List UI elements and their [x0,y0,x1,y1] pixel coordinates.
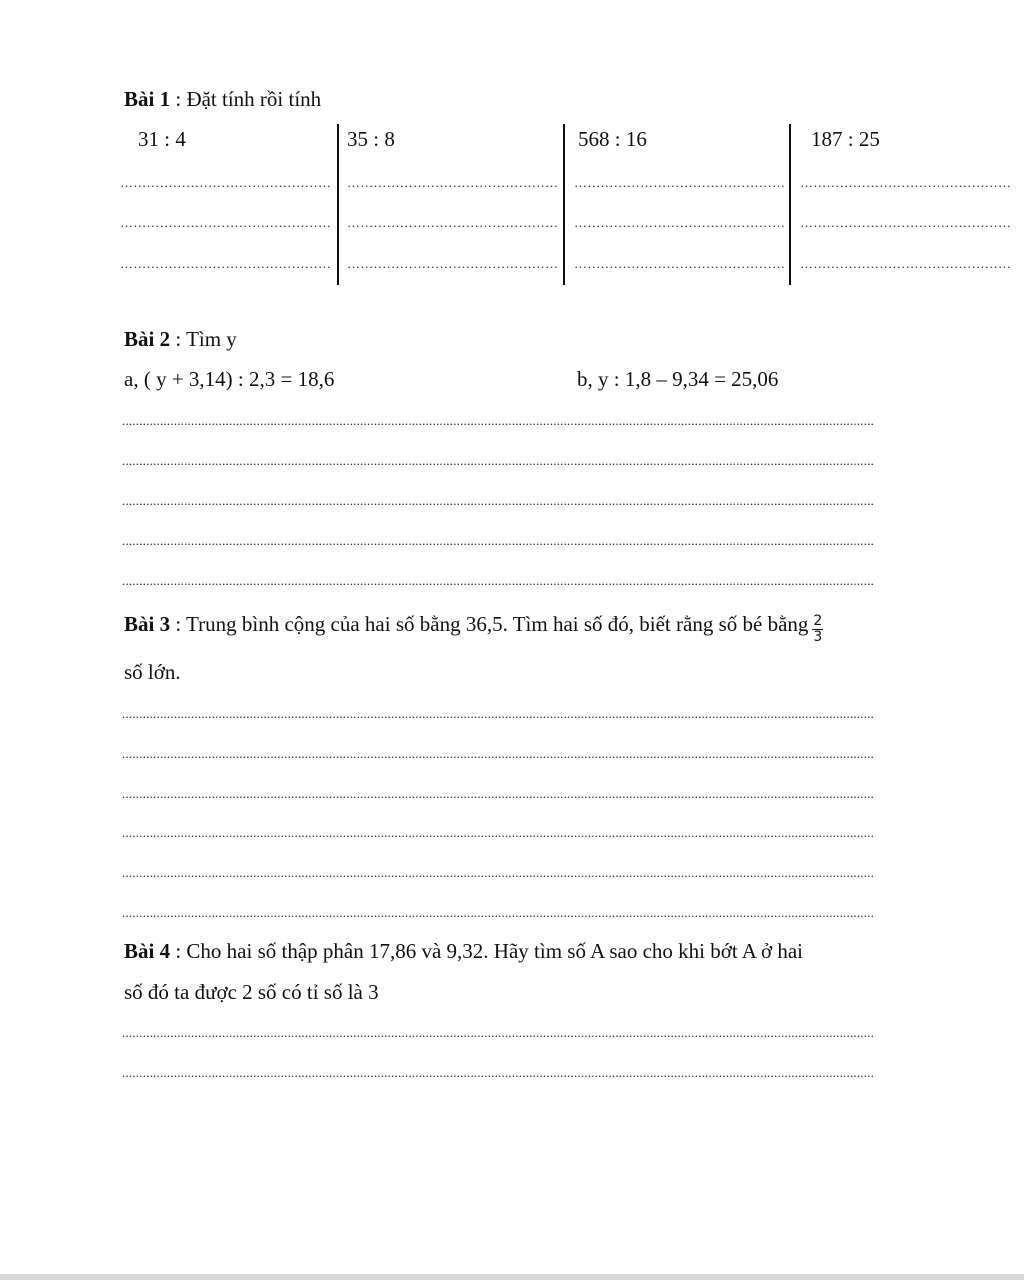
answer-dots: .......................................................................................................................................................................................................................... [122,825,875,840]
page-bottom-edge [0,1274,1024,1280]
answer-dots: .......................................................................................................................................................................................................................... [122,453,875,468]
bai1-problem-3: 568 : 16 [578,127,647,151]
column-divider [337,124,339,285]
answer-dots: .......................................................................................................................................................................................................................... [122,533,875,548]
answer-dots: .......................................................................................................................................................................................................................... [122,865,875,880]
answer-dots: ………………………………………… [347,256,559,271]
bai2-part-b: b, y : 1,8 – 9,34 = 25,06 [577,367,779,391]
answer-dots: .......................................................................................................................................................................................................................... [122,1065,875,1080]
bai4-text-line2: số đó ta được 2 số có tỉ số là 3 [124,980,379,1004]
answer-dots: .......................................................................................................................................................................................................................... [122,786,875,801]
bai1-heading: Bài 1 : Đặt tính rồi tính [124,87,322,111]
answer-dots: ………………………………………… [347,215,559,230]
answer-dots: ………………………………………… [800,215,1012,230]
answer-dots: ………………………………………… [574,215,786,230]
answer-dots: ………………………………………… [347,175,559,190]
bai2-part-a: a, ( y + 3,14) : 2,3 = 18,6 [124,367,335,391]
answer-dots: .......................................................................................................................................................................................................................... [122,573,875,588]
bai3-text-line1: Bài 3 : Trung bình cộng của hai số bằng 36,5. Tìm hai số đó, biết rằng số bé bằng $\frac{2}{3}$ [124,612,823,645]
answer-dots: ………………………………………… [800,175,1012,190]
bai3-text-line2: số lớn. [124,660,181,684]
answer-dots: .......................................................................................................................................................................................................................... [122,706,875,721]
fraction-two-thirds: $\frac{2}{3}$ [813,613,823,645]
answer-dots: ………………………………………… [574,175,786,190]
answer-dots: ………………………………………… [120,256,332,271]
answer-dots: .......................................................................................................................................................................................................................... [122,905,875,920]
answer-dots: .......................................................................................................................................................................................................................... [122,1025,875,1040]
bai1-problem-2: 35 : 8 [347,127,395,151]
bai1-problem-4: 187 : 25 [811,127,880,151]
answer-dots: .......................................................................................................................................................................................................................... [122,746,875,761]
bai1-problem-1: 31 : 4 [138,127,186,151]
answer-dots: ………………………………………… [120,175,332,190]
answer-dots: .......................................................................................................................................................................................................................... [122,413,875,428]
answer-dots: ………………………………………… [574,256,786,271]
answer-dots: ………………………………………… [120,215,332,230]
answer-dots: ………………………………………… [800,256,1012,271]
answer-dots: .......................................................................................................................................................................................................................... [122,493,875,508]
bai2-heading: Bài 2 : Tìm y [124,327,237,351]
bai4-text-line1: Bài 4 : Cho hai số thập phân 17,86 và 9,32. Hãy tìm số A sao cho khi bớt A ở hai [124,939,804,963]
column-divider [563,124,565,285]
column-divider [789,124,791,285]
